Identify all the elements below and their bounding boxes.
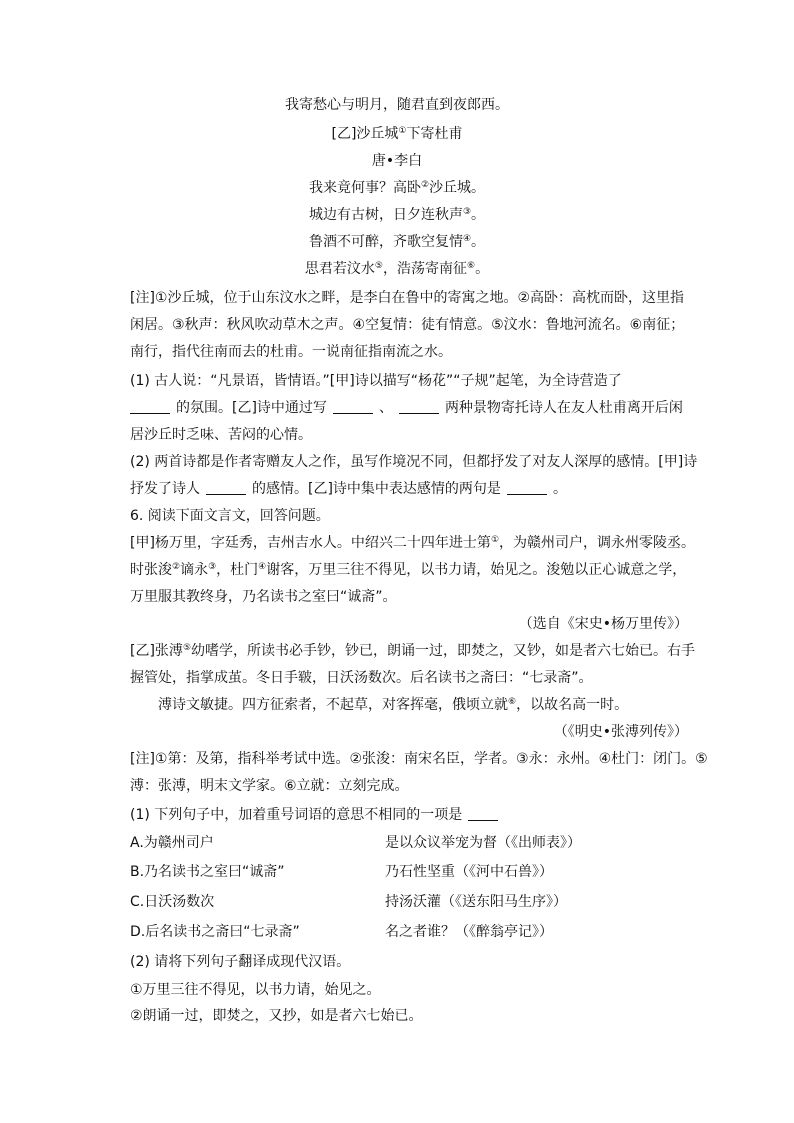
translate-stem: (2) 请将下列句子翻译成现代汉语。 [130,954,351,970]
poem-yi-author: 唐•李白 [371,153,423,169]
poem-note-line: 南行，指代往南而去的杜甫。一说南征指南流之水。 [130,344,452,360]
question-2-line: 抒发了诗人 的感情。[乙]诗中集中表达感情的两句是 。 [130,481,567,497]
yi-text-line: 溥诗文敏捷。四方征索者，不起草，对客挥毫，俄顷立就⑥，以故名高一时。 [158,697,629,713]
poem-yi-line-4: 思君若汶水⑤，浩荡寄南征⑥。 [304,261,490,277]
jia-text-line: 万里服其教终身，乃名读书之室曰“诚斋”。 [130,589,397,605]
question-1-line: 居沙丘时乏味、苦闷的心情。 [130,427,312,443]
poem-jia-last-line: 我寄愁心与明月，随君直到夜郎西。 [285,97,509,113]
yi-source: （《明史•张溥列传》） [553,724,688,740]
jia-text-line: 时张浚②谪永③，杜门④谢客，万里三往不得见，以书力请，始见之。浚勉以正心诚意之学， [130,562,687,578]
translate-sentence-1: ①万里三往不得见，以书力请，始见之。 [130,982,381,998]
answer-blank[interactable] [468,806,498,821]
question-1-line: (1) 古人说：“凡景语，皆情语。”[甲]诗以描写“杨花”“子规”起笔，为全诗营造了 [130,373,622,389]
answer-blank[interactable] [130,399,170,414]
poem-note-line: [注]①沙丘城，位于山东汶水之畔，是李白在鲁中的寄寓之地。②高卧：高枕而卧，这里指 [130,290,685,306]
answer-blank[interactable] [333,399,373,414]
answer-blank[interactable] [507,480,547,495]
prose-note-line: [注]①第：及第，指科举考试中选。②张浚：南宋名臣，学者。③永：永州。④杜门：闭门。⑤ [130,751,708,767]
yi-text-line: [乙]张溥⑤幼嗜学，所读书必手钞，钞已，朗诵一过，即焚之，又钞，如是者六七始已。右手 [130,643,696,659]
question-6-title: 6. 阅读下面文言文，回答问题。 [130,508,330,524]
document-page: 我寄愁心与明月，随君直到夜郎西。 [乙]沙丘城①下寄杜甫 唐•李白 我来竟何事？高卧②沙丘城。 城边有古树，日夕连秋声③。 鲁酒不可醉，齐歌空复情④。 思君若汶水⑤，浩荡寄南征⑥。 [注]①沙丘城，位于山东汶水之畔，是李白在鲁中的寄寓之地。②高卧：高枕而卧，这里指 闲居。③秋声：秋风吹动草木之声。④空复情：徒有情意。⑤汶水：鲁地河流名。⑥南征； 南行，指代往南而去的杜甫。一说南征指南流之水。 (1) 古人说：“凡景语，皆情语。”[甲]诗以描写“杨花”“子规”起笔，为全诗营造了 的氛围。[乙]诗中通过写 、 两种景物寄托诗人在友人杜甫离开后闲 居沙丘时乏味、苦闷的心情。 (2) 两首诗都是作者寄赠友人之作，虽写作境况不同，但都抒发了对友人深厚的感情。[甲]诗 抒发了诗人 的感情。[乙]诗中集中表达感情的两句是 。 6. 阅读下面文言文，回答问题。 [甲]杨万里，字廷秀，吉州吉水人。中绍兴二十四年进士第①，为赣州司户，调永州零陵丞。 时张浚②谪永③，杜门④谢客，万里三往不得见，以书力请，始见之。浚勉以正心诚意之学， 万里服其教终身，乃名读书之室曰“诚斋”。 （选自《宋史•杨万里传》） [乙]张溥⑤幼嗜学，所读书必手钞，钞已，朗诵一过，即焚之，又钞，如是者六七始已。右手 握管处，指掌成茧。冬日手皲，日沃汤数次。后名读书之斋曰：“七录斋”。 溥诗文敏捷。四方征索者，不起草，对客挥毫，俄顷立就⑥，以故名高一时。 （《明史•张溥列传》） [注]①第：及第，指科举考试中选。②张浚：南宋名臣，学者。③永：永州。④杜门：闭门。⑤ 溥：张溥，明末文学家。⑥立就：立刻完成。 (1) 下列句子中，加着重号词语的意思不相同的一项是 A.为赣州司户 是以众议举宠为督（《出师表》） B.乃名读书之室曰“诚斋” 乃石性坚重（《河中石兽》） C.日沃汤数次 持汤沃灌（《送东阳马生序》） D.后名读书之斋曰“七录斋” 名之者谁？（《醉翁亭记》） (2) 请将下列句子翻译成现代汉语。 ①万里三往不得见，以书力请，始见之。 ②朗诵一过，即焚之，又抄，如是者六七始已。 [0,0,794,1123]
question-1-line: 的氛围。[乙]诗中通过写 、 两种景物寄托诗人在友人杜甫离开后闲 [130,398,683,418]
translate-sentence-2: ②朗诵一过，即焚之，又抄，如是者六七始已。 [130,1008,423,1024]
question-2-line: (2) 两首诗都是作者寄赠友人之作，虽写作境况不同，但都抒发了对友人深厚的感情。[甲]诗 [130,454,698,470]
poem-yi-line-1: 我来竟何事？高卧②沙丘城。 [308,180,486,196]
answer-blank[interactable] [399,399,439,414]
poem-yi-line-3: 鲁酒不可醉，齐歌空复情④。 [308,234,486,250]
footnote-mark: ① [398,126,407,136]
jia-source: （选自《宋史•杨万里传》） [518,616,688,632]
yi-text-line: 握管处，指掌成茧。冬日手皲，日沃汤数次。后名读书之斋曰：“七录斋”。 [130,670,593,686]
jia-text-line: [甲]杨万里，字廷秀，吉州吉水人。中绍兴二十四年进士第①，为赣州司户，调永州零陵丞。 [130,535,696,551]
poem-note-line: 闲居。③秋声：秋风吹动草木之声。④空复情：徒有情意。⑤汶水：鲁地河流名。⑥南征； [130,317,685,333]
prose-note-line: 溥：张溥，明末文学家。⑥立就：立刻完成。 [130,778,409,794]
poem-yi-title: [乙]沙丘城①下寄杜甫 [331,126,463,142]
answer-blank[interactable] [206,480,246,495]
poem-yi-line-2: 城边有古树，日夕连秋声③。 [308,207,486,223]
mc-stem: (1) 下列句子中，加着重号词语的意思不相同的一项是 [130,805,504,825]
